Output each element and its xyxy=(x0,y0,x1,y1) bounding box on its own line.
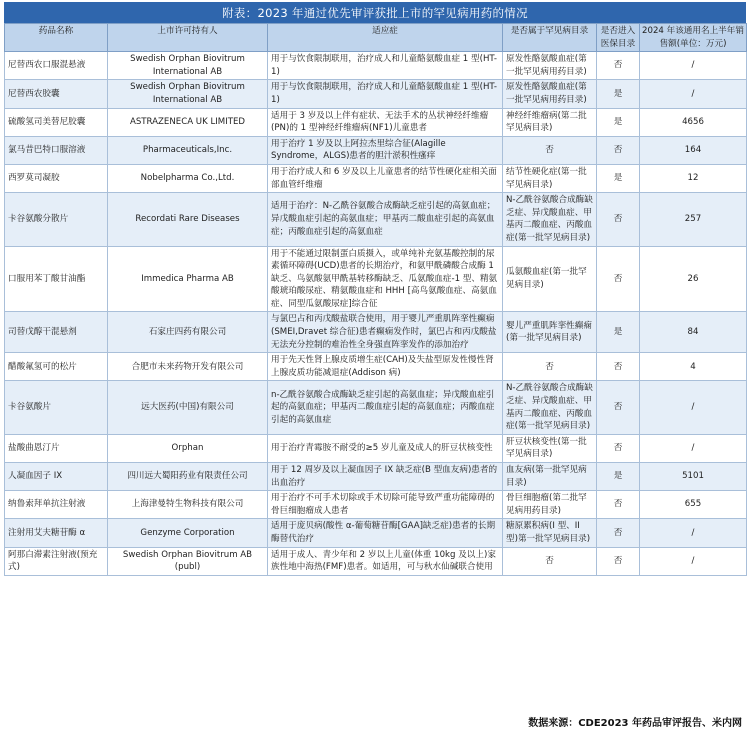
holder-cell: 远大医药(中国)有限公司 xyxy=(108,381,268,434)
sales-cell: / xyxy=(640,519,747,547)
drug-name-cell: 西罗莫司凝胶 xyxy=(5,164,108,192)
rare-catalog-cell: 结节性硬化症(第一批罕见病目录) xyxy=(503,164,597,192)
indication-cell: 用于治疗 1 岁及以上阿拉杰里综合征(Alagille Syndrome，ALGS)患者的胆汁淤积性瘙痒 xyxy=(268,136,503,164)
sales-cell: / xyxy=(640,52,747,80)
insurance-cell: 否 xyxy=(597,136,640,164)
insurance-cell: 否 xyxy=(597,519,640,547)
sales-cell: 12 xyxy=(640,164,747,192)
sales-cell: / xyxy=(640,381,747,434)
holder-cell: Swedish Orphan Biovitrum International AB xyxy=(108,80,268,108)
data-source-note: 数据来源：CDE2023 年药品审评报告、米内网 xyxy=(528,718,742,729)
indication-cell: 适用于 3 岁及以上伴有症状、无法手术的丛状神经纤维瘤(PN)的 1 型神经纤维瘤病(NF1)儿童患者 xyxy=(268,108,503,136)
header-insurance: 是否进入医保目录 xyxy=(597,24,640,52)
holder-cell: Immedica Pharma AB xyxy=(108,246,268,312)
sales-cell: / xyxy=(640,80,747,108)
indication-cell: 用于不能通过限制蛋白质摄入，或单纯补充氨基酸控制的尿素循环障碍(UCD)患者的长期治疗，和氨甲酰磷酸合成酶 1 缺乏、鸟氨酸氨甲酰基转移酶缺乏、瓜氨酸血症-1 型、精氨酸琥珀酸尿症、精氨酸血症和 HHH [高鸟氨酸血症、高氨血症、同型瓜氨酸尿症]综合征 xyxy=(268,246,503,312)
insurance-cell: 否 xyxy=(597,381,640,434)
header-holder: 上市许可持有人 xyxy=(108,24,268,52)
drug-name-cell: 口服用苯丁酸甘油酯 xyxy=(5,246,108,312)
drug-name-cell: 阿那白滞素注射液(预充式) xyxy=(5,547,108,575)
drug-name-cell: 盐酸曲恩汀片 xyxy=(5,434,108,462)
holder-cell: Nobelpharma Co.,Ltd. xyxy=(108,164,268,192)
holder-cell: Recordati Rare Diseases xyxy=(108,193,268,246)
table-row xyxy=(5,381,747,434)
holder-cell: Swedish Orphan Biovitrum International AB xyxy=(108,52,268,80)
table-row xyxy=(5,164,747,192)
sales-cell: 164 xyxy=(640,136,747,164)
indication-cell: 适用于治疗：N-乙酰谷氨酸合成酶缺乏症引起的高氨血症；异戊酸血症引起的高氨血症；甲基丙二酸血症引起的高氨血症；丙酸血症引起的高氨血症 xyxy=(268,193,503,246)
holder-cell: Orphan xyxy=(108,434,268,462)
header-rare-catalog: 是否属于罕见病目录 xyxy=(503,24,597,52)
table-row xyxy=(5,547,747,575)
insurance-cell: 否 xyxy=(597,547,640,575)
rare-catalog-cell: N-乙酰谷氨酸合成酶缺乏症、异戊酸血症、甲基丙二酸血症、丙酸血症(第一批罕见病目录) xyxy=(503,381,597,434)
table-title: 附表：2023 年通过优先审评获批上市的罕见病用药的情况 xyxy=(4,2,746,23)
rare-catalog-cell: 原发性酪氨酸血症(第一批罕见病用药目录) xyxy=(503,80,597,108)
insurance-cell: 否 xyxy=(597,52,640,80)
drug-name-cell: 司替戊醇干混悬剂 xyxy=(5,312,108,353)
indication-cell: 与氯巴占和丙戊酸盐联合使用，用于婴儿严重肌阵挛性癫痫(SMEI,Dravet 综合征)患者癫痫发作时，氯巴占和丙戊酸盐无法充分控制的难治性全身强直阵挛发作的添加治疗 xyxy=(268,312,503,353)
drug-name-cell: 纳鲁索拜单抗注射液 xyxy=(5,491,108,519)
rare-catalog-cell: 婴儿严重肌阵挛性癫痫(第一批罕见病目录) xyxy=(503,312,597,353)
holder-cell: Pharmaceuticals,Inc. xyxy=(108,136,268,164)
rare-catalog-cell: 否 xyxy=(503,547,597,575)
holder-cell: Genzyme Corporation xyxy=(108,519,268,547)
drug-name-cell: 人凝血因子 IX xyxy=(5,463,108,491)
header-indication: 适应症 xyxy=(268,24,503,52)
rare-catalog-cell: 肝豆状核变性(第一批罕见病目录) xyxy=(503,434,597,462)
insurance-cell: 否 xyxy=(597,246,640,312)
indication-cell: 适用于成人、青少年和 2 岁以上儿童(体重 10kg 及以上)家族性地中海热(FMF)患者。如适用，可与秋水仙碱联合使用 xyxy=(268,547,503,575)
holder-cell: Swedish Orphan Biovitrum AB (publ) xyxy=(108,547,268,575)
table-row xyxy=(5,246,747,312)
indication-cell: 用于治疗青霉胺不耐受的≥5 岁儿童及成人的肝豆状核变性 xyxy=(268,434,503,462)
drug-name-cell: 氯马昔巴特口服溶液 xyxy=(5,136,108,164)
drug-name-cell: 卡谷氨酸分散片 xyxy=(5,193,108,246)
table-row xyxy=(5,80,747,108)
holder-cell: 石家庄四药有限公司 xyxy=(108,312,268,353)
sales-cell: 4 xyxy=(640,353,747,381)
header-sales: 2024 年该通用名上半年销售额(单位：万元) xyxy=(640,24,747,52)
rare-disease-drug-table xyxy=(4,23,747,576)
indication-cell: 用于治疗成人和 6 岁及以上儿童患者的结节性硬化症相关面部血管纤维瘤 xyxy=(268,164,503,192)
indication-cell: 适用于庞贝病(酸性 α-葡萄糖苷酶[GAA]缺乏症)患者的长期酶替代治疗 xyxy=(268,519,503,547)
header-drug-name: 药品名称 xyxy=(5,24,108,52)
indication-cell: 用于与饮食限制联用，治疗成人和儿童酪氨酸血症 1 型(HT-1) xyxy=(268,80,503,108)
sales-cell: / xyxy=(640,547,747,575)
insurance-cell: 否 xyxy=(597,491,640,519)
drug-name-cell: 卡谷氨酸片 xyxy=(5,381,108,434)
sales-cell: 257 xyxy=(640,193,747,246)
holder-cell: 四川远大蜀阳药业有限责任公司 xyxy=(108,463,268,491)
table-row xyxy=(5,136,747,164)
insurance-cell: 是 xyxy=(597,463,640,491)
drug-name-cell: 尼替西农胶囊 xyxy=(5,80,108,108)
rare-catalog-cell: 原发性酪氨酸血症(第一批罕见病用药目录) xyxy=(503,52,597,80)
table-row xyxy=(5,52,747,80)
rare-catalog-cell: 血友病(第一批罕见病目录) xyxy=(503,463,597,491)
insurance-cell: 是 xyxy=(597,80,640,108)
table-row xyxy=(5,108,747,136)
rare-catalog-cell: 神经纤维瘤病(第二批罕见病目录) xyxy=(503,108,597,136)
header-row xyxy=(5,24,747,52)
table-row xyxy=(5,312,747,353)
insurance-cell: 否 xyxy=(597,353,640,381)
sales-cell: 4656 xyxy=(640,108,747,136)
table-row xyxy=(5,519,747,547)
rare-catalog-cell: 糖原累积病(I 型、II 型)第一批罕见病目录) xyxy=(503,519,597,547)
drug-name-cell: 硫酸氢司美替尼胶囊 xyxy=(5,108,108,136)
rare-catalog-cell: 骨巨细胞瘤(第二批罕见病用药目录) xyxy=(503,491,597,519)
drug-name-cell: 注射用艾夫糖苷酶 α xyxy=(5,519,108,547)
insurance-cell: 否 xyxy=(597,193,640,246)
table-row xyxy=(5,463,747,491)
sales-cell: / xyxy=(640,434,747,462)
table-row xyxy=(5,353,747,381)
indication-cell: n-乙酰谷氨酸合成酶缺乏症引起的高氨血症；异戊酸血症引起的高氨血症；甲基丙二酸血症引起的高氨血症；丙酸血症引起的高氨血症 xyxy=(268,381,503,434)
indication-cell: 用于治疗不可手术切除或手术切除可能导致严重功能障碍的骨巨细胞瘤成人患者 xyxy=(268,491,503,519)
indication-cell: 用于与饮食限制联用，治疗成人和儿童酪氨酸血症 1 型(HT-1) xyxy=(268,52,503,80)
sales-cell: 5101 xyxy=(640,463,747,491)
drug-name-cell: 醋酸氟氢可的松片 xyxy=(5,353,108,381)
insurance-cell: 是 xyxy=(597,312,640,353)
drug-name-cell: 尼替西农口服混悬液 xyxy=(5,52,108,80)
holder-cell: 合肥市未来药物开发有限公司 xyxy=(108,353,268,381)
table-row xyxy=(5,434,747,462)
sales-cell: 655 xyxy=(640,491,747,519)
rare-catalog-cell: 否 xyxy=(503,136,597,164)
insurance-cell: 是 xyxy=(597,108,640,136)
rare-catalog-cell: 瓜氨酸血症(第一批罕见病目录) xyxy=(503,246,597,312)
insurance-cell: 是 xyxy=(597,164,640,192)
rare-catalog-cell: N-乙酰谷氨酸合成酶缺乏症、异戊酸血症、甲基丙二酸血症、丙酸血症(第一批罕见病目录) xyxy=(503,193,597,246)
holder-cell: ASTRAZENECA UK LIMITED xyxy=(108,108,268,136)
table-row xyxy=(5,491,747,519)
insurance-cell: 否 xyxy=(597,434,640,462)
table-row xyxy=(5,193,747,246)
indication-cell: 用于先天性肾上腺皮质增生症(CAH)及失盐型原发性慢性肾上腺皮质功能减退症(Addison 病) xyxy=(268,353,503,381)
rare-catalog-cell: 否 xyxy=(503,353,597,381)
sales-cell: 26 xyxy=(640,246,747,312)
sales-cell: 84 xyxy=(640,312,747,353)
holder-cell: 上海津曼特生物科技有限公司 xyxy=(108,491,268,519)
indication-cell: 用于 12 周岁及以上凝血因子 IX 缺乏症(B 型血友病)患者的出血治疗 xyxy=(268,463,503,491)
